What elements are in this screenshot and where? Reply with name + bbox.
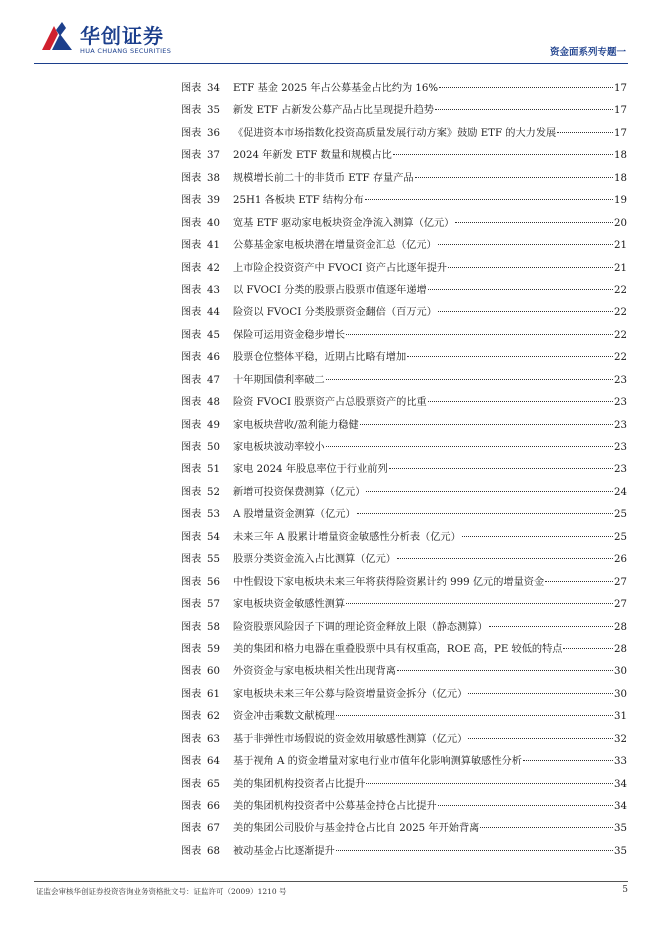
toc-figure-label: 图表	[181, 127, 202, 139]
toc-page-number: 28	[614, 643, 627, 655]
toc-entry[interactable]	[181, 639, 627, 661]
toc-figure-number: 68	[207, 845, 220, 857]
toc-figure-number: 64	[207, 756, 220, 768]
toc-figure-label: 图表	[181, 374, 202, 386]
toc-figure-number: 60	[207, 666, 220, 678]
toc-page-number: 18	[614, 150, 627, 162]
toc-figure-title: 美的集团和格力电器在重叠股票中具有权重高，ROE 高，PE 较低的特点	[233, 643, 563, 655]
toc-dot-leader	[360, 424, 613, 425]
toc-dot-leader	[455, 222, 613, 223]
toc-page-number: 34	[614, 778, 627, 790]
header-divider	[34, 63, 628, 64]
toc-dot-leader	[439, 87, 613, 88]
toc-dot-leader	[468, 693, 613, 694]
toc-entry[interactable]	[181, 415, 627, 437]
toc-figure-number: 55	[207, 554, 220, 566]
toc-entry[interactable]	[181, 706, 627, 728]
toc-figure-title: 家电 2024 年股息率位于行业前列	[233, 464, 388, 476]
toc-figure-label: 图表	[181, 397, 202, 409]
toc-figure-number: 62	[207, 711, 220, 723]
toc-page-number: 22	[614, 329, 627, 341]
toc-figure-title: 美的集团机构投资者中公募基金持仓占比提升	[233, 801, 437, 812]
toc-page-number: 17	[614, 83, 627, 94]
toc-figure-label: 图表	[181, 172, 202, 184]
toc-figure-number: 56	[207, 576, 220, 588]
toc-entry[interactable]	[181, 392, 627, 414]
toc-figure-title: 股票分类资金流入占比测算（亿元）	[233, 554, 396, 566]
toc-figure-title: 保险可运用资金稳步增长	[233, 329, 346, 341]
toc-figure-label: 图表	[181, 576, 202, 588]
toc-page-number: 23	[614, 442, 627, 453]
toc-page-number: 22	[614, 284, 627, 296]
toc-dot-leader	[407, 356, 613, 357]
toc-page-number: 34	[614, 801, 627, 812]
toc-figure-label: 图表	[181, 262, 202, 274]
toc-entry[interactable]	[181, 100, 627, 122]
toc-figure-title: 25H1 各板块 ETF 结构分布	[233, 195, 364, 207]
toc-figure-number: 66	[207, 801, 220, 812]
toc-figure-number: 47	[207, 374, 220, 386]
toc-dot-leader	[365, 199, 613, 200]
figure-index-list	[181, 78, 627, 863]
toc-entry[interactable]	[181, 213, 627, 235]
toc-page-number: 25	[614, 509, 627, 521]
toc-figure-title: 家电板块营收/盈利能力稳健	[233, 419, 359, 431]
toc-figure-label: 图表	[181, 486, 202, 498]
toc-figure-title: 规模增长前二十的非货币 ETF 存量产品	[233, 172, 414, 184]
toc-figure-number: 54	[207, 531, 220, 543]
footer-disclaimer: 证监会审核华创证券投资咨询业务资格批文号：证监许可（2009）1210 号	[36, 887, 287, 896]
hua-chuang-logo-icon	[40, 20, 74, 54]
toc-page-number: 21	[614, 240, 627, 252]
toc-figure-label: 图表	[181, 666, 202, 678]
toc-figure-title: 险资以 FVOCI 分类股票资金翻倍（百万元）	[233, 307, 437, 319]
toc-page-number: 23	[614, 464, 627, 476]
toc-figure-number: 44	[207, 307, 220, 319]
logo-chinese-name: 华创证券	[80, 24, 164, 48]
toc-figure-number: 40	[207, 217, 220, 229]
toc-figure-label: 图表	[181, 464, 202, 476]
toc-figure-number: 37	[207, 150, 220, 162]
toc-figure-title: 十年期国债利率破二	[233, 374, 325, 386]
toc-page-number: 27	[614, 599, 627, 611]
toc-figure-number: 57	[207, 599, 220, 611]
toc-dot-leader	[346, 334, 613, 335]
toc-entry[interactable]	[181, 78, 627, 100]
toc-page-number: 17	[614, 127, 627, 139]
toc-figure-label: 图表	[181, 105, 202, 117]
toc-entry[interactable]	[181, 572, 627, 594]
toc-figure-title: 宽基 ETF 驱动家电板块资金净流入测算（亿元）	[233, 217, 455, 229]
toc-page-number: 23	[614, 397, 627, 409]
toc-entry[interactable]	[181, 818, 627, 840]
toc-figure-title: 美的集团机构投资者占比提升	[233, 778, 366, 790]
toc-figure-number: 42	[207, 262, 220, 274]
toc-dot-leader	[346, 603, 613, 604]
toc-dot-leader	[366, 491, 613, 492]
toc-figure-title: 中性假设下家电板块未来三年将获得险资累计约 999 亿元的增量资金	[233, 576, 545, 588]
toc-figure-label: 图表	[181, 733, 202, 745]
toc-page-number: 20	[614, 217, 627, 229]
toc-dot-leader	[468, 738, 613, 739]
toc-figure-label: 图表	[181, 801, 202, 812]
toc-figure-label: 图表	[181, 823, 202, 835]
toc-figure-label: 图表	[181, 845, 202, 857]
toc-figure-title: 家电板块未来三年公募与险资增量资金拆分（亿元）	[233, 688, 468, 700]
series-title: 资金面系列专题一	[549, 47, 626, 58]
toc-entry[interactable]	[181, 751, 627, 773]
toc-entry[interactable]	[181, 437, 627, 459]
toc-figure-label: 图表	[181, 554, 202, 566]
toc-page-number: 23	[614, 419, 627, 431]
toc-entry[interactable]	[181, 302, 627, 324]
toc-figure-number: 36	[207, 127, 220, 139]
toc-page-number: 26	[614, 554, 627, 566]
toc-entry[interactable]	[181, 235, 627, 257]
toc-entry[interactable]	[181, 504, 627, 526]
toc-dot-leader	[397, 558, 613, 559]
toc-figure-title: 基于视角 A 的资金增量对家电行业市值年化影响测算敏感性分析	[233, 756, 522, 768]
toc-figure-title: 家电板块波动率较小	[233, 442, 325, 453]
toc-page-number: 22	[614, 307, 627, 319]
toc-dot-leader	[545, 581, 613, 582]
toc-entry[interactable]	[181, 841, 627, 863]
toc-figure-number: 59	[207, 643, 220, 655]
toc-dot-leader	[523, 760, 613, 761]
page-number: 5	[622, 885, 628, 895]
toc-figure-title: 股票仓位整体平稳，近期占比略有增加	[233, 352, 407, 364]
toc-figure-number: 50	[207, 442, 220, 453]
toc-figure-title: ETF 基金 2025 年占公募基金占比约为 16%	[233, 83, 439, 94]
toc-figure-number: 65	[207, 778, 220, 790]
toc-page-number: 25	[614, 531, 627, 543]
toc-figure-label: 图表	[181, 352, 202, 364]
toc-dot-leader	[389, 468, 613, 469]
toc-dot-leader	[357, 513, 613, 514]
toc-figure-number: 63	[207, 733, 220, 745]
toc-entry[interactable]	[181, 168, 627, 190]
toc-entry[interactable]	[181, 527, 627, 549]
toc-figure-title: 资金冲击乘数文献梳理	[233, 711, 335, 723]
toc-figure-label: 图表	[181, 509, 202, 521]
toc-figure-label: 图表	[181, 419, 202, 431]
toc-figure-title: 以 FVOCI 分类的股票占股票市值逐年递增	[233, 284, 427, 296]
toc-dot-leader	[428, 289, 613, 290]
toc-entry[interactable]	[181, 123, 627, 145]
toc-figure-number: 34	[207, 83, 220, 94]
toc-figure-title: 新发 ETF 占新发公募产品占比呈现提升趋势	[233, 105, 434, 117]
toc-figure-title: 2024 年新发 ETF 数量和规模占比	[233, 150, 392, 162]
toc-page-number: 22	[614, 352, 627, 364]
toc-figure-label: 图表	[181, 711, 202, 723]
toc-page-number: 28	[614, 621, 627, 633]
toc-entry[interactable]	[181, 594, 627, 616]
toc-figure-label: 图表	[181, 150, 202, 162]
toc-dot-leader	[557, 132, 613, 133]
toc-figure-number: 48	[207, 397, 220, 409]
toc-entry[interactable]	[181, 549, 627, 571]
toc-page-number: 18	[614, 172, 627, 184]
logo-english-name: HUA CHUANG SECURITIES	[80, 47, 172, 55]
toc-entry[interactable]	[181, 347, 627, 369]
toc-figure-number: 45	[207, 329, 220, 341]
toc-dot-leader	[448, 267, 613, 268]
company-logo	[40, 20, 190, 60]
toc-figure-title: 外资资金与家电板块相关性出现背离	[233, 666, 396, 678]
toc-page-number: 31	[614, 711, 627, 723]
toc-figure-number: 43	[207, 284, 220, 296]
toc-dot-leader	[563, 648, 613, 649]
toc-figure-label: 图表	[181, 621, 202, 633]
toc-figure-title: 险资股票风险因子下调的理论资金释放上限（静态测算）	[233, 621, 488, 633]
toc-figure-label: 图表	[181, 756, 202, 768]
toc-dot-leader	[462, 536, 613, 537]
toc-figure-title: 上市险企投资资产中 FVOCI 资产占比逐年提升	[233, 262, 448, 274]
toc-figure-label: 图表	[181, 531, 202, 543]
toc-page-number: 23	[614, 374, 627, 386]
toc-figure-label: 图表	[181, 217, 202, 229]
toc-figure-title: 被动基金占比逐渐提升	[233, 845, 335, 857]
toc-entry[interactable]	[181, 729, 627, 751]
toc-entry[interactable]	[181, 258, 627, 280]
toc-figure-label: 图表	[181, 307, 202, 319]
toc-page-number: 30	[614, 666, 627, 678]
toc-figure-number: 49	[207, 419, 220, 431]
toc-entry[interactable]	[181, 684, 627, 706]
toc-figure-number: 61	[207, 688, 220, 700]
toc-figure-label: 图表	[181, 83, 202, 94]
toc-figure-title: 公募基金家电板块潜在增量资金汇总（亿元）	[233, 240, 437, 252]
toc-figure-number: 53	[207, 509, 220, 521]
toc-figure-title: 《促进资本市场指数化投资高质量发展行动方案》鼓励 ETF 的大力发展	[233, 127, 557, 139]
toc-entry[interactable]	[181, 459, 627, 481]
toc-page-number: 19	[614, 195, 627, 207]
toc-dot-leader	[336, 715, 613, 716]
toc-entry[interactable]	[181, 482, 627, 504]
toc-dot-leader	[435, 109, 613, 110]
toc-entry[interactable]	[181, 145, 627, 167]
toc-dot-leader	[393, 154, 613, 155]
toc-page-number: 27	[614, 576, 627, 588]
toc-entry[interactable]	[181, 370, 627, 392]
toc-figure-title: 险资 FVOCI 股票资产占总股票资产的比重	[233, 397, 427, 409]
toc-figure-title: A 股增量资金测算（亿元）	[233, 509, 356, 521]
toc-page-number: 33	[614, 756, 627, 768]
toc-figure-title: 美的集团公司股价与基金持仓占比自 2025 年开始背离	[233, 823, 480, 835]
toc-dot-leader	[326, 446, 613, 447]
toc-entry[interactable]	[181, 190, 627, 212]
toc-figure-label: 图表	[181, 195, 202, 207]
toc-figure-label: 图表	[181, 329, 202, 341]
toc-figure-number: 39	[207, 195, 220, 207]
toc-figure-number: 35	[207, 105, 220, 117]
toc-figure-number: 41	[207, 240, 220, 252]
toc-figure-label: 图表	[181, 442, 202, 453]
toc-dot-leader	[438, 805, 613, 806]
toc-page-number: 17	[614, 105, 627, 117]
toc-dot-leader	[415, 177, 613, 178]
toc-figure-number: 67	[207, 823, 220, 835]
toc-figure-number: 38	[207, 172, 220, 184]
toc-entry[interactable]	[181, 774, 627, 796]
toc-page-number: 35	[614, 823, 627, 835]
toc-figure-label: 图表	[181, 599, 202, 611]
toc-dot-leader	[489, 626, 613, 627]
toc-figure-number: 52	[207, 486, 220, 498]
toc-entry[interactable]	[181, 796, 627, 818]
toc-page-number: 24	[614, 486, 627, 498]
toc-page-number: 35	[614, 845, 627, 857]
toc-entry[interactable]	[181, 325, 627, 347]
toc-figure-number: 51	[207, 464, 220, 476]
toc-dot-leader	[438, 244, 613, 245]
toc-figure-label: 图表	[181, 240, 202, 252]
footer-divider	[34, 881, 628, 882]
toc-figure-label: 图表	[181, 778, 202, 790]
toc-entry[interactable]	[181, 280, 627, 302]
toc-page-number: 21	[614, 262, 627, 274]
toc-dot-leader	[397, 670, 613, 671]
toc-figure-number: 58	[207, 621, 220, 633]
toc-figure-title: 家电板块资金敏感性测算	[233, 599, 346, 611]
toc-entry[interactable]	[181, 617, 627, 639]
toc-figure-label: 图表	[181, 688, 202, 700]
toc-dot-leader	[480, 827, 613, 828]
toc-figure-label: 图表	[181, 284, 202, 296]
toc-dot-leader	[336, 850, 613, 851]
toc-figure-title: 基于非弹性市场假说的资金效用敏感性测算（亿元）	[233, 733, 468, 745]
toc-figure-title: 新增可投资保费测算（亿元）	[233, 486, 366, 498]
toc-dot-leader	[326, 379, 613, 380]
toc-figure-title: 未来三年 A 股累计增量资金敏感性分析表（亿元）	[233, 531, 461, 543]
toc-dot-leader	[366, 783, 613, 784]
toc-figure-label: 图表	[181, 643, 202, 655]
toc-dot-leader	[428, 401, 613, 402]
toc-dot-leader	[438, 311, 613, 312]
toc-page-number: 30	[614, 688, 627, 700]
toc-figure-number: 46	[207, 352, 220, 364]
toc-page-number: 32	[614, 733, 627, 745]
toc-entry[interactable]	[181, 661, 627, 683]
